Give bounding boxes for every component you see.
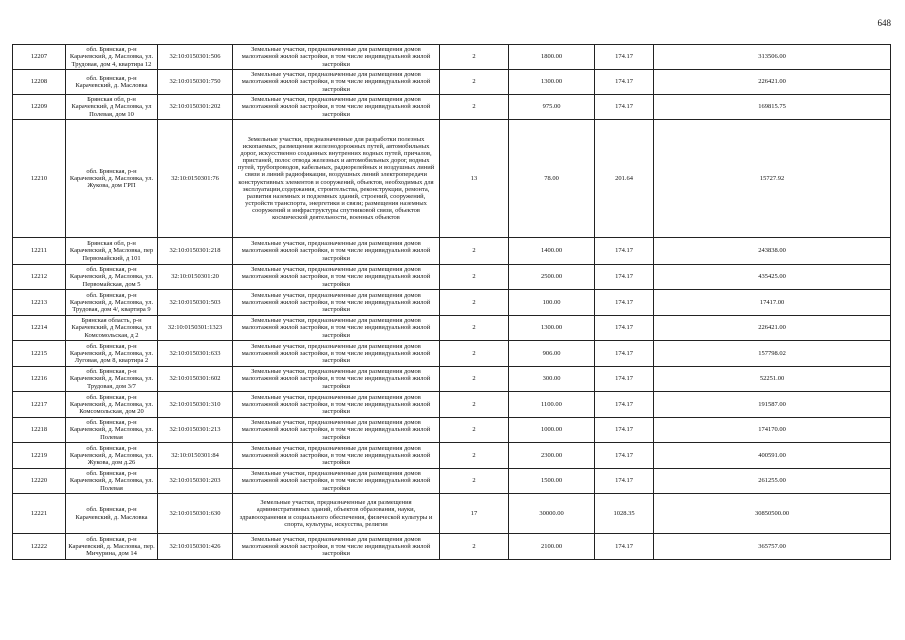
group-cell: 13 [440, 120, 509, 238]
table-row [13, 120, 891, 238]
cadastral-value-cell: 174170.00 [654, 418, 891, 443]
cadastral-value-cell: 435425.00 [654, 265, 891, 290]
group-cell: 2 [440, 418, 509, 443]
cadastral-value-cell: 52251.00 [654, 367, 891, 392]
cadastral-number-cell: 32:10:0150301:602 [158, 367, 233, 392]
area-cell: 1500.00 [509, 469, 595, 494]
cadastral-number-cell: 32:10:0150301:750 [158, 70, 233, 95]
row-number: 12216 [13, 367, 66, 392]
area-cell: 1000.00 [509, 418, 595, 443]
area-cell: 1100.00 [509, 392, 595, 418]
group-cell: 2 [440, 534, 509, 560]
area-cell: 1300.00 [509, 70, 595, 95]
area-cell: 2100.00 [509, 534, 595, 560]
table-row [13, 290, 891, 316]
table-row [13, 443, 891, 469]
area-cell: 975.00 [509, 95, 595, 120]
row-number: 12218 [13, 418, 66, 443]
cadastral-number-cell: 32:10:0150301:203 [158, 469, 233, 494]
group-cell: 2 [440, 469, 509, 494]
cadastral-value-cell: 191587.00 [654, 392, 891, 418]
address-cell: обл. Брянская, р-н Карачевский, д. Масловка, ул. Полевая [66, 418, 158, 443]
specific-value-cell: 201.64 [595, 120, 654, 238]
area-cell: 1400.00 [509, 238, 595, 265]
specific-value-cell: 174.17 [595, 418, 654, 443]
row-number: 12210 [13, 120, 66, 238]
specific-value-cell: 174.17 [595, 392, 654, 418]
address-cell: Брянская область, р-н Карачевский, д Масловка, ул Комсомольская, д 2 [66, 316, 158, 341]
table-row [13, 70, 891, 95]
row-number: 12209 [13, 95, 66, 120]
cadastral-value-cell: 17417.00 [654, 290, 891, 316]
cadastral-value-cell: 261255.00 [654, 469, 891, 494]
cadastral-value-cell: 313506.00 [654, 45, 891, 70]
land-purpose-cell: Земельные участки, предназначенные для размещения домов малоэтажной жилой застройки, в том числе индивидуальной жилой застройки [233, 45, 440, 70]
area-cell: 2500.00 [509, 265, 595, 290]
group-cell: 2 [440, 95, 509, 120]
address-cell: обл. Брянская, р-н Карачевский, д. Масловка, ул. Полевая [66, 469, 158, 494]
table-row [13, 469, 891, 494]
row-number: 12207 [13, 45, 66, 70]
land-purpose-cell: Земельные участки, предназначенные для размещения домов малоэтажной жилой застройки, в том числе индивидуальной жилой застройки [233, 534, 440, 560]
area-cell: 78.00 [509, 120, 595, 238]
group-cell: 2 [440, 316, 509, 341]
row-number: 12219 [13, 443, 66, 469]
cadastral-number-cell: 32:10:0150301:84 [158, 443, 233, 469]
group-cell: 2 [440, 70, 509, 95]
row-number: 12212 [13, 265, 66, 290]
specific-value-cell: 174.17 [595, 367, 654, 392]
address-cell: обл. Брянская, р-н Карачевский, д. Масловка [66, 70, 158, 95]
row-number: 12221 [13, 494, 66, 534]
cadastral-number-cell: 32:10:0150301:310 [158, 392, 233, 418]
specific-value-cell: 174.17 [595, 70, 654, 95]
group-cell: 2 [440, 341, 509, 367]
specific-value-cell: 174.17 [595, 238, 654, 265]
group-cell: 17 [440, 494, 509, 534]
row-number: 12220 [13, 469, 66, 494]
area-cell: 100.00 [509, 290, 595, 316]
cadastral-value-cell: 400591.00 [654, 443, 891, 469]
area-cell: 300.00 [509, 367, 595, 392]
cadastral-number-cell: 32:10:0150301:630 [158, 494, 233, 534]
land-purpose-cell: Земельные участки, предназначенные для размещения домов малоэтажной жилой застройки, в том числе индивидуальной жилой застройки [233, 443, 440, 469]
address-cell: обл. Брянская, р-н Карачевский, д. Масловка, ул. Комсомольская, дом 20 [66, 392, 158, 418]
table-row [13, 95, 891, 120]
address-cell: обл. Брянская, р-н Карачевский, д. Масловка, ул. Жукова, дом ГРП [66, 120, 158, 238]
specific-value-cell: 174.17 [595, 95, 654, 120]
specific-value-cell: 174.17 [595, 469, 654, 494]
area-cell: 30000.00 [509, 494, 595, 534]
land-purpose-cell: Земельные участки, предназначенные для размещения домов малоэтажной жилой застройки, в том числе индивидуальной жилой застройки [233, 238, 440, 265]
cadastral-number-cell: 32:10:0150301:1323 [158, 316, 233, 341]
table-row [13, 534, 891, 560]
address-cell: обл. Брянская, р-н Карачевский, д. Масловка, ул. Первомайская, дом 5 [66, 265, 158, 290]
cadastral-number-cell: 32:10:0150301:202 [158, 95, 233, 120]
group-cell: 2 [440, 367, 509, 392]
cadastral-number-cell: 32:10:0150301:506 [158, 45, 233, 70]
table-row [13, 418, 891, 443]
cadastral-number-cell: 32:10:0150301:503 [158, 290, 233, 316]
area-cell: 2300.00 [509, 443, 595, 469]
cadastral-value-cell: 157798.02 [654, 341, 891, 367]
cadastral-value-cell: 15727.92 [654, 120, 891, 238]
page-number: 648 [877, 18, 891, 28]
cadastral-number-cell: 32:10:0150301:426 [158, 534, 233, 560]
cadastral-value-cell: 226421.00 [654, 70, 891, 95]
land-purpose-cell: Земельные участки, предназначенные для размещения домов малоэтажной жилой застройки, в том числе индивидуальной жилой застройки [233, 70, 440, 95]
table-row [13, 341, 891, 367]
address-cell: обл. Брянская, р-н Карачевский, д. Масловка, ул. Жукова, дом д.26 [66, 443, 158, 469]
cadastral-number-cell: 32:10:0150301:20 [158, 265, 233, 290]
table-row [13, 265, 891, 290]
table-row [13, 367, 891, 392]
specific-value-cell: 174.17 [595, 341, 654, 367]
specific-value-cell: 174.17 [595, 265, 654, 290]
cadastral-number-cell: 32:10:0150301:218 [158, 238, 233, 265]
address-cell: обл. Брянская, р-н Карачевский, д. Масловка, пер. Мичурина, дом 14 [66, 534, 158, 560]
cadastral-value-cell: 226421.00 [654, 316, 891, 341]
land-purpose-cell: Земельные участки, предназначенные для размещения домов малоэтажной жилой застройки, в том числе индивидуальной жилой застройки [233, 418, 440, 443]
cadastral-number-cell: 32:10:0150301:213 [158, 418, 233, 443]
land-purpose-cell: Земельные участки, предназначенные для размещения административных зданий, объектов образования, науки, здравоохранения и социального обеспечения, физической культуры и спорта, культуры, искусства, религии [233, 494, 440, 534]
land-purpose-cell: Земельные участки, предназначенные для размещения домов малоэтажной жилой застройки, в том числе индивидуальной жилой застройки [233, 316, 440, 341]
area-cell: 906.00 [509, 341, 595, 367]
group-cell: 2 [440, 290, 509, 316]
address-cell: обл. Брянская, р-н Карачевский, д. Масловка, ул. Трудовая, дом 4, квартира 12 [66, 45, 158, 70]
land-purpose-cell: Земельные участки, предназначенные для размещения домов малоэтажной жилой застройки, в том числе индивидуальной жилой застройки [233, 469, 440, 494]
land-purpose-cell: Земельные участки, предназначенные для размещения домов малоэтажной жилой застройки, в том числе индивидуальной жилой застройки [233, 290, 440, 316]
row-number: 12214 [13, 316, 66, 341]
area-cell: 1300.00 [509, 316, 595, 341]
cadastral-value-cell: 365757.00 [654, 534, 891, 560]
land-purpose-cell: Земельные участки, предназначенные для размещения домов малоэтажной жилой застройки, в том числе индивидуальной жилой застройки [233, 265, 440, 290]
land-purpose-cell: Земельные участки, предназначенные для размещения домов малоэтажной жилой застройки, в том числе индивидуальной жилой застройки [233, 392, 440, 418]
row-number: 12213 [13, 290, 66, 316]
group-cell: 2 [440, 45, 509, 70]
row-number: 12217 [13, 392, 66, 418]
cadastral-number-cell: 32:10:0150301:76 [158, 120, 233, 238]
row-number: 12208 [13, 70, 66, 95]
group-cell: 2 [440, 265, 509, 290]
land-purpose-cell: Земельные участки, предназначенные для размещения домов малоэтажной жилой застройки, в том числе индивидуальной жилой застройки [233, 367, 440, 392]
table-row [13, 392, 891, 418]
address-cell: обл. Брянская, р-н Карачевский, д. Масловка [66, 494, 158, 534]
specific-value-cell: 174.17 [595, 443, 654, 469]
specific-value-cell: 1028.35 [595, 494, 654, 534]
address-cell: обл. Брянская, р-н Карачевский, д. Масловка, ул. Трудовая, дом 3/7 [66, 367, 158, 392]
land-purpose-cell: Земельные участки, предназначенные для разработки полезных ископаемых, размещения железнодорожных путей, автомобильных дорог, искусственно созданных внутренних водных путей, причалов, пристаней, полос отвода железных и автомобильных дорог, водных путей, трубопроводов, кабельных, радиорелейных и воздушных линий связи и линий радиофикации, воздушных линий электропередачи конструктивных элементов и сооружений, объектов, необходимых для эксплуатации,содержания, строительства, реконструкции, ремонта, развития наземных и подземных зданий, строений, сооружений, устройств транспорта, энергетики и связи; размещения наземных сооружений и инфраструктуры спутниковой связи, объектов космической деятельности, военных объектов [233, 120, 440, 238]
table-row [13, 45, 891, 70]
table-row [13, 494, 891, 534]
land-purpose-cell: Земельные участки, предназначенные для размещения домов малоэтажной жилой застройки, в том числе индивидуальной жилой застройки [233, 341, 440, 367]
specific-value-cell: 174.17 [595, 45, 654, 70]
address-cell: Брянская обл, р-н Карачевский, д Масловка, пер Первомайский, д 101 [66, 238, 158, 265]
row-number: 12215 [13, 341, 66, 367]
address-cell: Брянская обл, р-н Карачевский, д Масловка, ул Полевая, дом 10 [66, 95, 158, 120]
table-row [13, 316, 891, 341]
group-cell: 2 [440, 443, 509, 469]
specific-value-cell: 174.17 [595, 290, 654, 316]
cadastral-value-table [12, 44, 891, 560]
area-cell: 1800.00 [509, 45, 595, 70]
group-cell: 2 [440, 238, 509, 265]
cadastral-value-cell: 30850500.00 [654, 494, 891, 534]
specific-value-cell: 174.17 [595, 534, 654, 560]
row-number: 12211 [13, 238, 66, 265]
address-cell: обл. Брянская, р-н Карачевский, д. Масловка, ул. Луговая, дом 8, квартира 2 [66, 341, 158, 367]
land-purpose-cell: Земельные участки, предназначенные для размещения домов малоэтажной жилой застройки, в том числе индивидуальной жилой застройки [233, 95, 440, 120]
cadastral-value-cell: 169815.75 [654, 95, 891, 120]
cadastral-value-cell: 243838.00 [654, 238, 891, 265]
specific-value-cell: 174.17 [595, 316, 654, 341]
group-cell: 2 [440, 392, 509, 418]
address-cell: обл. Брянская, р-н Карачевский, д. Масловка, ул. Трудовая, дом 4/, квартира 9 [66, 290, 158, 316]
table-row [13, 238, 891, 265]
cadastral-number-cell: 32:10:0150301:633 [158, 341, 233, 367]
row-number: 12222 [13, 534, 66, 560]
